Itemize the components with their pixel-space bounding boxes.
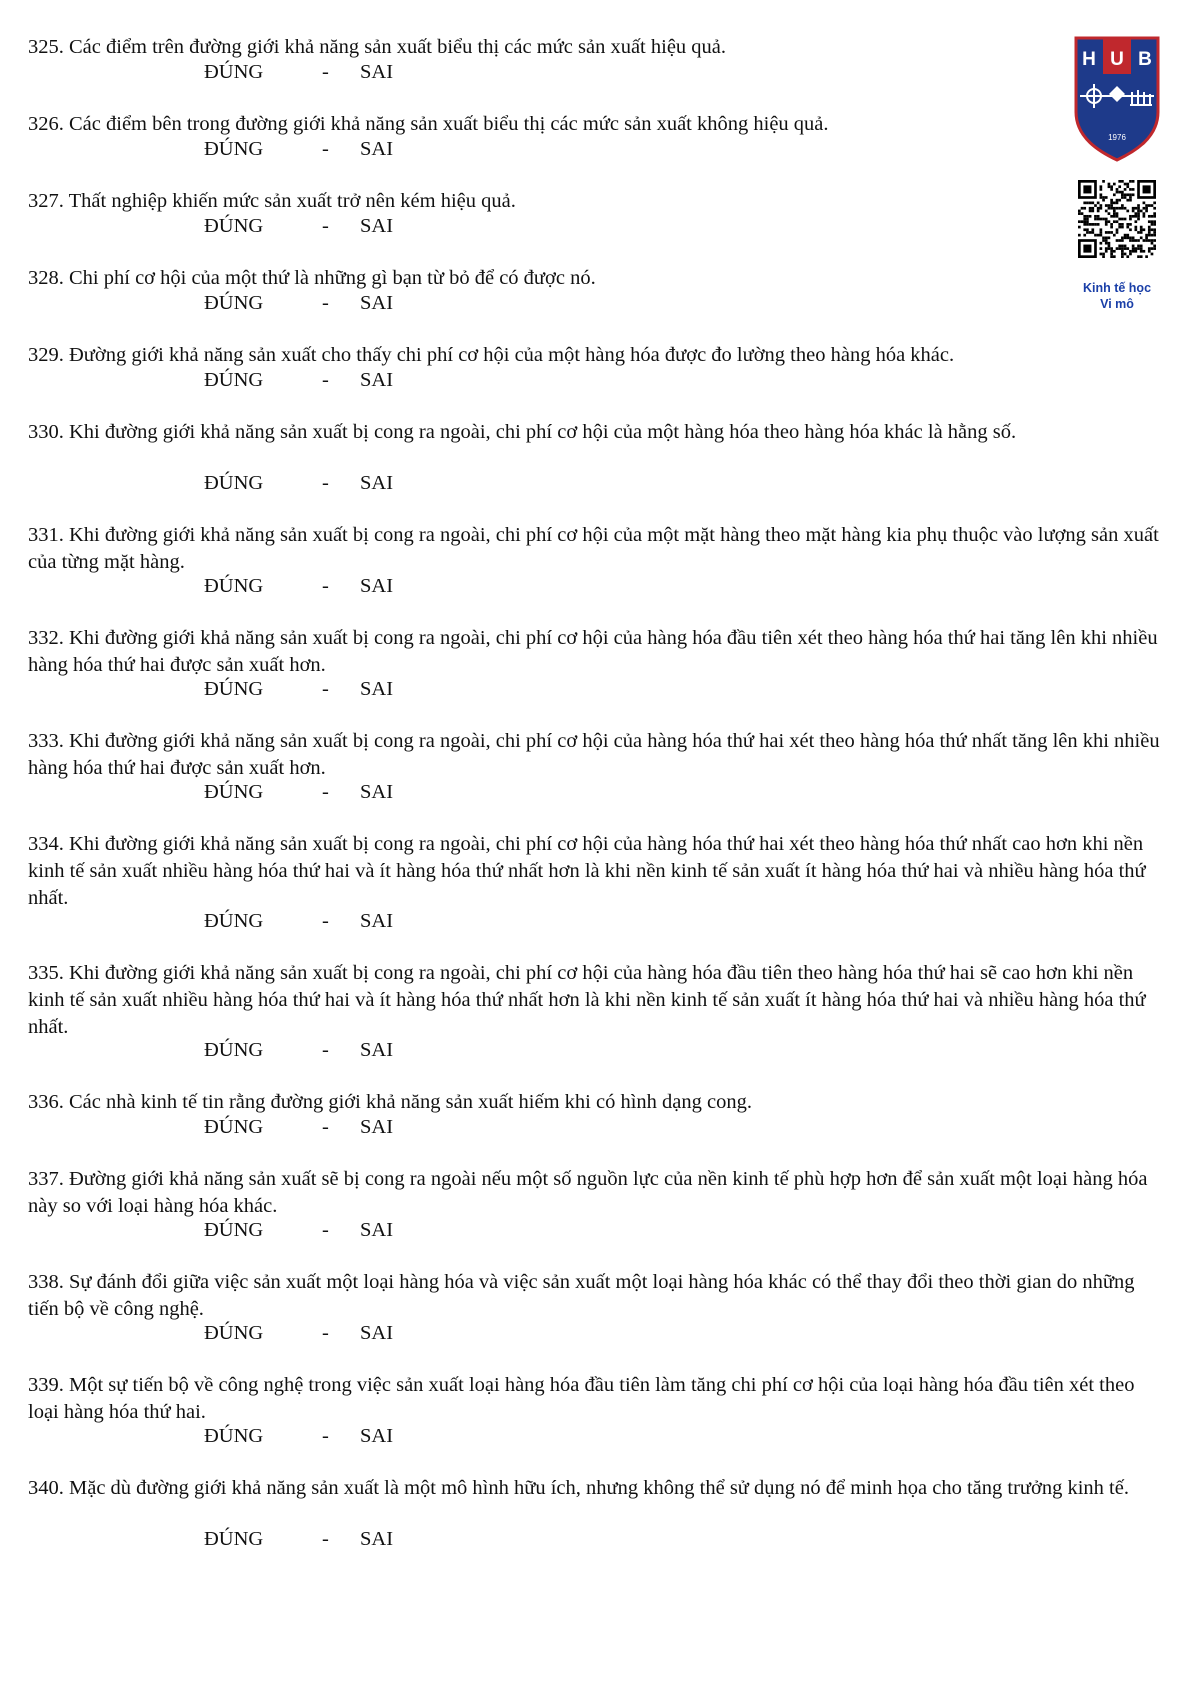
true-option[interactable]: ĐÚNG [204,781,264,803]
answer-options [204,573,393,600]
answer-options [204,908,393,935]
answer-options [204,136,393,163]
answer-options [204,290,393,317]
question-text: 330. Khi đường giới khả năng sản xuất bị cong ra ngoài, chi phí cơ hội của một hàng hóa theo hàng hóa khác là hằng số. [28,421,1017,443]
question-item [28,625,1168,700]
option-separator: - [322,575,329,597]
false-option[interactable]: SAI [360,678,394,700]
true-option[interactable]: ĐÚNG [204,292,264,314]
option-separator: - [322,138,329,160]
answer-options [204,213,393,240]
option-separator: - [322,215,329,237]
question-text: 335. Khi đường giới khả năng sản xuất bị cong ra ngoài, chi phí cơ hội của hàng hóa đầu tiên theo hàng hóa thứ hai sẽ cao hơn khi nền kinh tế sản xuất nhiều hàng hóa thứ hai và ít hàng hóa thứ nhất hơn là khi nền kinh tế sản xuất ít hàng hóa thứ hai và nhiều hàng hóa thứ nhất. [28,962,1146,1038]
false-option[interactable]: SAI [360,1039,394,1061]
answer-options [204,59,393,86]
question-text: 337. Đường giới khả năng sản xuất sẽ bị cong ra ngoài nếu một số nguồn lực của nền kinh tế phù hợp hơn để sản xuất một loại hàng hóa này so với loại hàng hóa khác. [28,1168,1148,1217]
false-option[interactable]: SAI [360,1116,394,1138]
question-item [28,342,1168,391]
question-item [28,34,1168,83]
question-item [28,1269,1168,1344]
answer-options [204,470,393,497]
question-text: 326. Các điểm bên trong đường giới khả năng sản xuất biểu thị các mức sản xuất không hiệu quả. [28,113,829,135]
option-separator: - [322,910,329,932]
option-separator: - [322,472,329,494]
question-item [28,522,1168,597]
caption-line: Kinh tế học [1082,281,1152,295]
true-option[interactable]: ĐÚNG [204,1116,264,1138]
false-option[interactable]: SAI [360,215,394,237]
question-item [28,1089,1168,1138]
logo-letter: U [1110,49,1124,70]
answer-options [204,1423,393,1450]
false-option[interactable]: SAI [360,575,394,597]
answer-options [204,1320,393,1347]
answer-options [204,1114,393,1141]
question-item [28,111,1168,160]
true-option[interactable]: ĐÚNG [204,1039,264,1061]
option-separator: - [322,1425,329,1447]
option-separator: - [322,1116,329,1138]
option-separator: - [322,1528,329,1550]
logo-letter: H [1082,49,1096,70]
false-option[interactable]: SAI [360,1528,394,1550]
logo-letter: B [1138,49,1152,70]
question-item [28,1372,1168,1447]
true-option[interactable]: ĐÚNG [204,1425,264,1447]
answer-options [204,779,393,806]
logo-year: 1976 [1108,133,1126,142]
question-text: 329. Đường giới khả năng sản xuất cho thấy chi phí cơ hội của một hàng hóa được đo lường theo hàng hóa khác. [28,344,955,366]
question-text: 332. Khi đường giới khả năng sản xuất bị cong ra ngoài, chi phí cơ hội của hàng hóa đầu tiên xét theo hàng hóa thứ hai tăng lên khi nhiều hàng hóa thứ hai được sản xuất hơn. [28,627,1158,676]
option-separator: - [322,369,329,391]
question-item [28,1475,1168,1550]
question-text: 328. Chi phí cơ hội của một thứ là những gì bạn từ bỏ để có được nó. [28,267,596,289]
option-separator: - [322,678,329,700]
option-separator: - [322,1219,329,1241]
true-option[interactable]: ĐÚNG [204,1219,264,1241]
question-text: 339. Một sự tiến bộ về công nghệ trong việc sản xuất loại hàng hóa đầu tiên làm tăng chi phí cơ hội của loại hàng hóa đầu tiên xét theo loại hàng hóa thứ hai. [28,1374,1135,1423]
false-option[interactable]: SAI [360,781,394,803]
true-option[interactable]: ĐÚNG [204,575,264,597]
answer-options [204,1526,393,1553]
question-item [28,960,1168,1061]
option-separator: - [322,1039,329,1061]
question-item [28,1166,1168,1241]
false-option[interactable]: SAI [360,910,394,932]
true-option[interactable]: ĐÚNG [204,61,264,83]
question-text: 340. Mặc dù đường giới khả năng sản xuất là một mô hình hữu ích, nhưng không thể sử dụng nó để minh họa cho tăng trưởng kinh tế. [28,1477,1129,1499]
answer-options [204,367,393,394]
hub-logo [1072,34,1162,164]
question-item [28,188,1168,237]
true-option[interactable]: ĐÚNG [204,369,264,391]
option-separator: - [322,1322,329,1344]
true-option[interactable]: ĐÚNG [204,678,264,700]
false-option[interactable]: SAI [360,1219,394,1241]
question-text: 327. Thất nghiệp khiến mức sản xuất trở nên kém hiệu quả. [28,190,516,212]
false-option[interactable]: SAI [360,369,394,391]
caption-line: Vi mô [1100,297,1134,311]
true-option[interactable]: ĐÚNG [204,1322,264,1344]
question-item [28,728,1168,803]
false-option[interactable]: SAI [360,1322,394,1344]
question-text: 336. Các nhà kinh tế tin rằng đường giới khả năng sản xuất hiếm khi có hình dạng cong. [28,1091,752,1113]
true-option[interactable]: ĐÚNG [204,910,264,932]
false-option[interactable]: SAI [360,1425,394,1447]
question-text: 325. Các điểm trên đường giới khả năng sản xuất biểu thị các mức sản xuất hiệu quả. [28,36,727,58]
option-separator: - [322,781,329,803]
option-separator: - [322,61,329,83]
false-option[interactable]: SAI [360,472,394,494]
question-item [28,831,1168,932]
question-text: 334. Khi đường giới khả năng sản xuất bị cong ra ngoài, chi phí cơ hội của hàng hóa thứ hai xét theo hàng hóa thứ nhất cao hơn khi nền kinh tế sản xuất nhiều hàng hóa thứ hai và ít hàng hóa thứ nhất hơn là khi nền kinh tế sản xuất ít hàng hóa thứ hai và nhiều hàng hóa thứ nhất. [28,833,1146,909]
false-option[interactable]: SAI [360,138,394,160]
answer-options [204,1217,393,1244]
question-text: 331. Khi đường giới khả năng sản xuất bị cong ra ngoài, chi phí cơ hội của một mặt hàng theo mặt hàng kia phụ thuộc vào lượng sản xuất của từng mặt hàng. [28,524,1159,573]
false-option[interactable]: SAI [360,292,394,314]
false-option[interactable]: SAI [360,61,394,83]
answer-options [204,1037,393,1064]
true-option[interactable]: ĐÚNG [204,1528,264,1550]
question-text: 338. Sự đánh đổi giữa việc sản xuất một loại hàng hóa và việc sản xuất một loại hàng hóa khác có thể thay đổi theo thời gian do những tiến bộ về công nghệ. [28,1271,1135,1320]
option-separator: - [322,292,329,314]
question-text: 333. Khi đường giới khả năng sản xuất bị cong ra ngoài, chi phí cơ hội của hàng hóa thứ hai xét theo hàng hóa thứ nhất tăng lên khi nhiều hàng hóa thứ hai được sản xuất hơn. [28,730,1160,779]
question-item [28,419,1168,494]
true-option[interactable]: ĐÚNG [204,472,264,494]
qr-code [1078,180,1156,258]
true-option[interactable]: ĐÚNG [204,138,264,160]
answer-options [204,676,393,703]
true-option[interactable]: ĐÚNG [204,215,264,237]
logo-caption [1062,280,1172,312]
